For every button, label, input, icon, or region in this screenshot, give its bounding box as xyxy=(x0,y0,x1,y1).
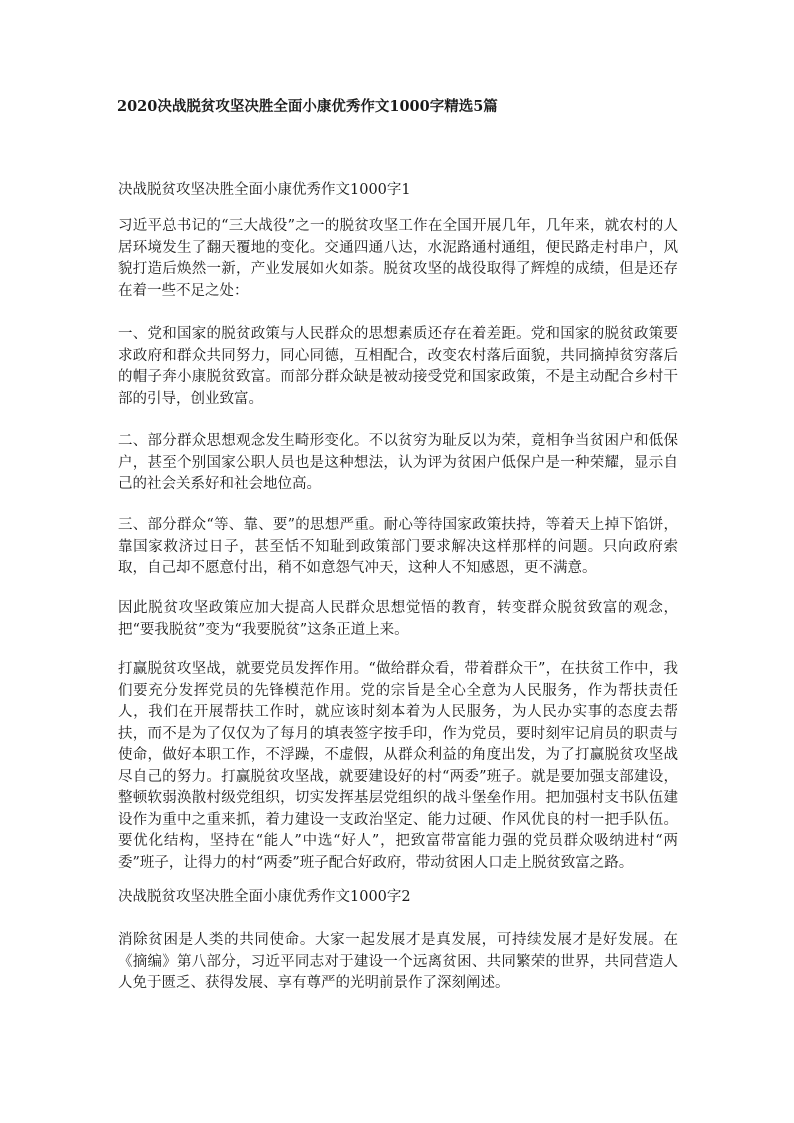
article-heading-2: 决战脱贫攻坚决胜全面小康优秀作文1000字2 xyxy=(118,889,411,905)
paragraph-party-members: 打赢脱贫攻坚战，就要党员发挥作用。“做给群众看，带着群众干”，在扶贫工作中，我们要充分发挥党员的先锋模范作用。党的宗旨是全心全意为人民服务，作为帮扶责任人，我们在开展帮扶工作时，就应该时刻本着为人民服务，为人民办实事的态度去帮扶，而不是为了仅仅为了每月的填表签字按手印，作为党员，要时刻牢记肩员的职责与使命，做好本职工作，不浮躁，不虚假，从群众利益的角度出发，为了打赢脱贫攻坚战尽自己的努力。打赢脱贫攻坚战，就要建设好的村“两委”班子。就是要加强支部建设，整顿软弱涣散村级党组织，切实发挥基层党组织的战斗堡垒作用。把加强村支书队伍建设作为重中之重来抓，着力建设一支政治坚定、能力过硬、作风优良的村一把手队伍。要优化结构，坚持在“能人”中选“好人”，把致富带富能力强的党员群众吸纳进村“两委”班子，让得力的村“两委”班子配合好政府，带动贫困人口走上脱贫致富之路。 xyxy=(118,661,678,871)
paragraph-point-two: 二、部分群众思想观念发生畸形变化。不以贫穷为耻反以为荣，竟相争当贫困户和低保户，甚至个别国家公职人员也是这种想法，认为评为贫困户低保户是一种荣耀，显示自己的社会关系好和社会地位高。 xyxy=(118,433,678,492)
paragraph-article2-intro: 消除贫困是人类的共同使命。大家一起发展才是真发展，可持续发展才是好发展。在《摘编》第八部分，习近平同志对于建设一个远离贫困、共同繁荣的世界，共同营造人人免于匮乏、获得发展、享有尊严的光明前景作了深刻阐述。 xyxy=(118,932,678,991)
paragraph-conclusion: 因此脱贫攻坚政策应加大提高人民群众思想觉悟的教育，转变群众脱贫致富的观念，把“要我脱贫”变为“我要脱贫”这条正道上来。 xyxy=(118,600,678,638)
paragraph-point-three: 三、部分群众“等、靠、要”的思想严重。耐心等待国家政策扶持，等着天上掉下馅饼，靠国家救济过日子，甚至恬不知耻到政策部门要求解决这样那样的问题。只向政府索取，自己却不愿意付出，稍不如意怨气冲天，这种人不知感恩，更不满意。 xyxy=(118,517,678,576)
article-heading-1: 决战脱贫攻坚决胜全面小康优秀作文1000字1 xyxy=(118,182,411,198)
document-title: 2020决战脱贫攻坚决胜全面小康优秀作文1000字精选5篇 xyxy=(117,98,498,115)
paragraph-intro: 习近平总书记的“三大战役”之一的脱贫攻坚工作在全国开展几年，几年来，就农村的人居环境发生了翻天覆地的变化。交通四通八达，水泥路通村通组，便民路走村串户，风貌打造后焕然一新，产业发展如火如荼。脱贫攻坚的战役取得了辉煌的成绩，但是还存在着一些不足之处： xyxy=(118,218,678,299)
paragraph-point-one: 一、党和国家的脱贫政策与人民群众的思想素质还存在着差距。党和国家的脱贫政策要求政府和群众共同努力，同心同德，互相配合，改变农村落后面貌，共同摘掉贫穷落后的帽子奔小康脱贫致富。而部分群众缺是被动接受党和国家政策，不是主动配合乡村干部的引导，创业致富。 xyxy=(118,326,678,407)
